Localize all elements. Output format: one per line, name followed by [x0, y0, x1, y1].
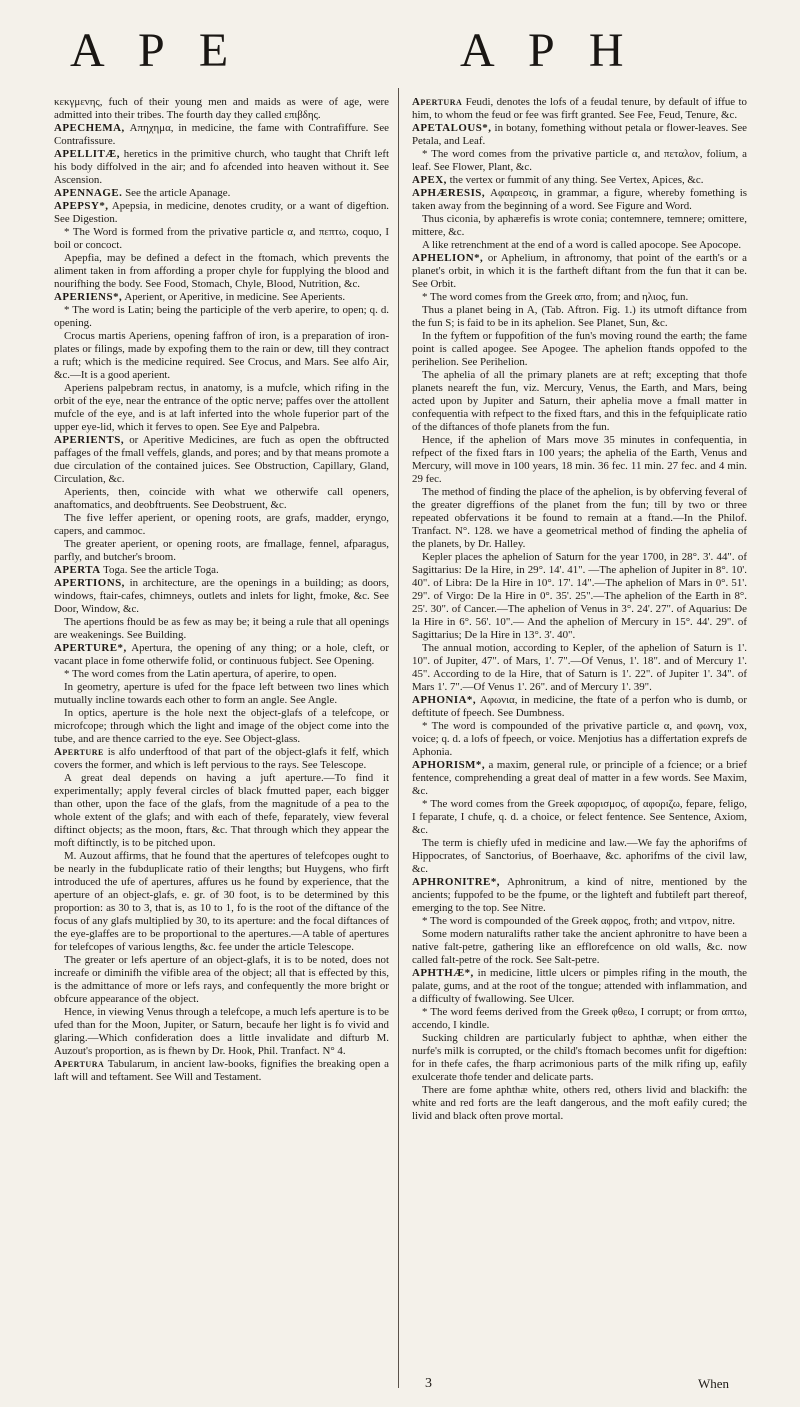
headword: APENNAGE.: [54, 187, 123, 199]
entry-text: The five leffer aperient, or opening roots, are grafs, madder, eryngo, capers, and cammoc.: [54, 512, 389, 537]
entry-text: Crocus martis Aperiens, opening faffron of iron, is a preparation of iron-plates or filings, made by expofing them to the rain or dew, till they contract a ruft; which is the medicine required. See Crocus, and Mars. See alfo Air, &c.—It is a good aperient.: [54, 330, 389, 381]
left-column: [54, 96, 389, 1386]
entry-paragraph: [54, 577, 389, 616]
entry-text: Απηχημα, in medicine, the fame with Contrafiffure. See Contrafissure.: [54, 122, 389, 147]
entry-paragraph: [54, 382, 389, 434]
entry-paragraph: [412, 642, 747, 694]
entry-paragraph: [54, 148, 389, 187]
entry-text: Αφωνια, in medicine, the ftate of a perfon who is dumb, or deftitute of fpeech. See Dumbness.: [412, 694, 747, 719]
entry-text: in medicine, little ulcers or pimples rifing in the mouth, the palate, gums, and at the root of the tongue; attended with inflammation, and a difficulty of fwallowing. See Ulcer.: [412, 967, 747, 1005]
headword: APEPSY*,: [54, 200, 109, 212]
headword: APERTIONS,: [54, 577, 125, 589]
entry-paragraph: [54, 850, 389, 954]
entry-paragraph: [54, 707, 389, 746]
headword: Apertura: [54, 1058, 105, 1070]
entry-text: The greater or lefs aperture of an object-glafs, it is to be noted, does not increafe or diminifh the vifible area of the object; all that is effected by this, is the admittance of more or lefs rays, and confequently the more bright or obfcure appearance of the object.: [54, 954, 389, 1005]
entry-text: heretics in the primitive church, who taught that Chrift left his body diffolved in the air; and fo afcended into heaven without it. See Ascension.: [54, 148, 389, 186]
entry-text: a maxim, general rule, or principle of a fcience; or a brief fentence, comprehending a great deal of matter in a few words. See Maxim, &c.: [412, 759, 747, 797]
entry-paragraph: [54, 616, 389, 642]
entry-text: The greater aperient, or opening roots, are fmallage, fennel, afparagus, parfly, and butcher's broom.: [54, 538, 389, 563]
entry-paragraph: [54, 642, 389, 668]
entry-paragraph: [412, 720, 747, 759]
entry-paragraph: [412, 967, 747, 1006]
entry-text: Apepfia, may be defined a defect in the ftomach, which prevents the aliment taken in from affording a proper chyle for fupplying the blood and nourifhing the body. See Food, Stomach, Chyle, Blood, Nutrition, &c.: [54, 252, 389, 290]
entry-paragraph: [54, 746, 389, 772]
headword: APELLITÆ,: [54, 148, 120, 160]
entry-text: * The word comes from the privative particle α, and πεταλον, folium, a leaf. See Flower, Plant, &c.: [412, 148, 747, 173]
entry-text: * The word is compounded of the Greek αφρος, froth; and νιτρον, nitre.: [422, 915, 735, 927]
entry-text: In optics, aperture is the hole next the object-glafs of a telefcope, or microfcope; through which the light and image of the object come into the tube, and are thence carried to the eye. See Object-glass.: [54, 707, 389, 745]
entry-paragraph: [54, 681, 389, 707]
entry-text: Feudi, denotes the lofs of a feudal tenure, by default of iffue to him, to whom the feud or fee was firft granted. See Fee, Feud, Tenure, &c.: [412, 96, 747, 121]
entry-text: Kepler places the aphelion of Saturn for the year 1700, in 28°. 3'. 44". of Sagittarius: De la Hire, in 29°. 14'. 41". —The aphelion of Jupiter in 8°. 10'. 40". of Libra: De la Hire in 10°. 17'. 14".—The aphelion of Mars in 0°. 51'. 29". of Virgo: De la Hire in 0°. 35'. 25".—The aphelion of the Earth in 8°. 25'. 30". of Cancer.—The aphelion of Venus in 3°. 24'. 27". of Aquarius: De la Hire in 6°. 56'. 10".— And the aphelion of Mercury in 15°. 44'. 29". of Sagittarius; De la Hire in 13°. 3'. 40".: [412, 551, 747, 641]
entry-text: The aphelia of all the primary planets are at reft; excepting that thofe planets neareft the fun, viz. Mercury, Venus, the Earth, and Mars, being acted upon by Jupiter and Saturn, their aphelia move a fmall matter in confequentia with refpect to the fixed ftars, and this in the fefquiplicate ratio of the diftances of thofe planets from the fun.: [412, 369, 747, 433]
entry-text: Hence, in viewing Venus through a telefcope, a much lefs aperture is to be ufed than for the Moon, Jupiter, or Saturn, becaufe her light is fo vivid and glaring.—Which confideration does a little invalidate and difturb M. Auzout's proportion, as is fhewn by Dr. Hook, Phil. Tranfact. N° 4.: [54, 1006, 389, 1057]
entry-paragraph: [412, 551, 747, 642]
entry-text: Toga. See the article Toga.: [100, 564, 219, 576]
entry-paragraph: [54, 291, 389, 304]
entry-text: See the article Apanage.: [122, 187, 231, 199]
entry-paragraph: [54, 512, 389, 538]
headword: APEX,: [412, 174, 447, 186]
entry-paragraph: [412, 928, 747, 967]
column-divider: [398, 88, 399, 1388]
entry-text: * The word comes from the Greek αφορισμος, of αφοριζω, fepare, feligo, I feparate, I chufe, q. d. a choice, or felect fentence. See Sentence, Axiom, &c.: [412, 798, 747, 836]
entry-paragraph: [412, 252, 747, 291]
entry-paragraph: [412, 694, 747, 720]
entry-paragraph: [54, 1006, 389, 1058]
headword: APERIENS*,: [54, 291, 123, 303]
entry-paragraph: [54, 772, 389, 850]
entry-paragraph: [412, 1084, 747, 1123]
entry-paragraph: [54, 187, 389, 200]
entry-paragraph: [54, 486, 389, 512]
entry-paragraph: [412, 239, 747, 252]
entry-paragraph: [412, 759, 747, 798]
entry-text: * The word comes from the Latin apertura, of aperire, to open.: [64, 668, 337, 680]
headword: APERIENTS,: [54, 434, 125, 446]
entry-paragraph: [54, 226, 389, 252]
entry-text: A like retrenchment at the end of a word is called apocope. See Apocope.: [422, 239, 742, 251]
entry-text: * The word feems derived from the Greek φθεω, I corrupt; or from απτω, accendo, I kindle.: [412, 1006, 747, 1031]
entry-text: Aphronitrum, a kind of nitre, mentioned by the ancients; fuppofed to be the fpume, or the lighteft and fubtileft part thereof, emerging to the top. See Nitre.: [412, 876, 747, 914]
entry-paragraph: [54, 200, 389, 226]
headword: Apertura: [412, 96, 463, 108]
entry-paragraph: [412, 369, 747, 434]
headword: APETALOUS*,: [412, 122, 492, 134]
entry-text: In geometry, aperture is ufed for the fpace left between two lines which mutually incline towards each other to form an angle. See Angle.: [54, 681, 389, 706]
entry-paragraph: [54, 122, 389, 148]
headword: APHTHÆ*,: [412, 967, 474, 979]
entry-paragraph: [54, 538, 389, 564]
entry-text: * The word is Latin; being the participle of the verb aperire, to open; q. d. opening.: [54, 304, 389, 329]
entry-text: Thus a planet being in A, (Tab. Aftron. Fig. 1.) its utmoft diftance from the fun S; is faid to be in its aphelion. See Planet, Sun, &c.: [412, 304, 747, 329]
entry-text: Apepsia, in medicine, denotes crudity, or a want of digeftion. See Digestion.: [54, 200, 389, 225]
headword: APHRONITRE*,: [412, 876, 500, 888]
entry-text: or Aphelium, in aftronomy, that point of the earth's or a planet's orbit, in which it is the fartheft diftant from the fun that it can be. See Orbit.: [412, 252, 747, 290]
entry-text: * The word comes from the Greek απο, from; and ηλιος, fun.: [422, 291, 689, 303]
entry-text: * The Word is formed from the privative particle α, and πεπτω, coquo, I boil or concoct.: [54, 226, 389, 251]
entry-text: is alfo underftood of that part of the object-glafs it felf, which covers the former, and which is left pervious to the rays. See Telescope.: [54, 746, 389, 771]
entry-paragraph: [54, 954, 389, 1006]
entry-text: the vertex or fummit of any thing. See Vertex, Apices, &c.: [446, 174, 704, 186]
entry-paragraph: [54, 304, 389, 330]
headword: APHÆRESIS,: [412, 187, 486, 199]
entry-paragraph: [412, 434, 747, 486]
entry-paragraph: [54, 564, 389, 577]
entry-paragraph: [412, 291, 747, 304]
entry-text: The annual motion, according to Kepler, of the aphelion of Saturn is 1'. 10". of Jupiter, 47". of Mars, 1'. 7".—Of Venus, 1'. 18". and of Mercury 1'. 45". According to de la Hire, that of Saturn is 1'. 22". of Jupiter 1'. 34". of Mars 1'. 7".—Of Venus 1'. 26". and of Mercury 1'. 39".: [412, 642, 747, 693]
entry-paragraph: [54, 1058, 389, 1084]
entry-text: in botany, fomething without petala or flower-leaves. See Petala, and Leaf.: [412, 122, 747, 147]
entry-paragraph: [412, 96, 747, 122]
headword: APHORISM*,: [412, 759, 486, 771]
headword: Aperture: [54, 746, 104, 758]
entry-text: in architecture, are the openings in a building; as doors, windows, ftair-cafes, chimneys, outlets and inlets for light, fmoke, &c. See Door, Window, &c.: [54, 577, 389, 615]
entry-text: Aperiens palpebram rectus, in anatomy, is a mufcle, which rifing in the orbit of the eye, near the entrance of the optic nerve; paffes over the attollent mufcle of the eye, and is at laft inferted into the whole fuperior part of the upper eye-lid, which it ferves to open. See Eye and Palpebra.: [54, 382, 389, 433]
entry-paragraph: [412, 1032, 747, 1084]
entry-paragraph: [412, 304, 747, 330]
entry-paragraph: [54, 96, 389, 122]
entry-text: Sucking children are particularly fubject to aphthæ, when either the nurfe's milk is corrupted, or the child's ftomach becomes unfit for digeftion: for in thefe cafes, the fharp acrimonious parts of the milk rifing up, eafily exulcerate thofe tender and delicate parts.: [412, 1032, 747, 1083]
headword: APERTA: [54, 564, 101, 576]
entry-text: κεκγμενης, fuch of their young men and maids as were of age, were admitted into their tribes. The fourth day they called επιβδης.: [54, 96, 389, 121]
running-head: [0, 6, 800, 96]
right-column: [412, 96, 747, 1386]
entry-paragraph: [412, 798, 747, 837]
entry-paragraph: [412, 187, 747, 213]
entry-paragraph: [54, 434, 389, 486]
entry-text: In the fyftem or fuppofition of the fun's moving round the earth; the fame point is called apogee. See Apogee. The aphelion ftands oppofed to the perihelion. See Perihelion.: [412, 330, 747, 368]
headword: APHELION*,: [412, 252, 484, 264]
entry-text: Aperients, then, coincide with what we otherwife call openers, anaftomatics, and deobftruents. See Deobstruent, &c.: [54, 486, 389, 511]
entry-text: Aperient, or Aperitive, in medicine. See Aperients.: [122, 291, 346, 303]
entry-paragraph: [412, 486, 747, 551]
entry-text: Αφαιρεσις, in grammar, a figure, whereby fomething is taken away from the beginning of a word. See Figure and Word.: [412, 187, 747, 212]
entry-text: Hence, if the aphelion of Mars move 35 minutes in confequentia, in refpect of the fixed ftars in 100 years; the aphelia of the Earth, Venus and Mercury, will move in 100 years, 18 min. 36 fec. 11 min. 27 fec. and 4 min. 29 fec.: [412, 434, 747, 485]
entry-text: Apertura, the opening of any thing; or a hole, cleft, or vacant place in fome otherwife folid, or continuous fubject. See Opening.: [54, 642, 389, 667]
entry-paragraph: [412, 837, 747, 876]
entry-text: The term is chiefly ufed in medicine and law.—We fay the aphorifms of Hippocrates, of Sanctorius, of Boerhaave, &c. aphorifms of the civil law, &c.: [412, 837, 747, 875]
entry-text: Tabularum, in ancient law-books, fignifies the breaking open a laft will and teftament. See Will and Testament.: [54, 1058, 389, 1083]
entry-text: * The word is compounded of the privative particle α, and φωνη, vox, voice; q. d. a lofs of fpeech, or voice. Menjotius has a differtation exprefs de Aphonia.: [412, 720, 747, 758]
entry-text: The apertions fhould be as few as may be; it being a rule that all openings are weakenings. See Building.: [54, 616, 389, 641]
running-head-left: A P E: [70, 24, 241, 77]
entry-paragraph: [412, 148, 747, 174]
headword: APHONIA*,: [412, 694, 477, 706]
entry-text: M. Auzout affirms, that he found that the apertures of telefcopes ought to be nearly in the fubduplicate ratio of their lengths; but Huygens, who firft introduced the ufe of apertures, affures us he found by experience, that the aperture of an object-glafs, e. gr. of 30 foot, is to be determined by this proportion: as 30 to 3, that is, as 10 to 1, fo is the root of the diftance of the focus of any glafs multiplied by 30, to its aperture: and the focal diftances of the eye-glaffes are to be proportional to the apertures.—A table of apertures for telefcopes of various lengths, &c. fee under the article Telescope.: [54, 850, 389, 953]
entry-paragraph: [412, 876, 747, 915]
catchword: When: [698, 1376, 730, 1391]
entry-text: There are fome aphthæ white, others red, others livid and blackifh: the white and red forts are the leaft dangerous, and the moft eafily cured; the livid and black often prove mortal.: [412, 1084, 747, 1122]
entry-text: Some modern naturalifts rather take the ancient aphronitre to have been a native falt-petre, gathering like an efflorefcence on old walls, &c. now called falt-petre of the rock. See Salt-petre.: [412, 928, 747, 966]
entry-text: The method of finding the place of the aphelion, is by obferving feveral of the greater digreffions of the planet from the fun; till by two or three repeated obfervations it be found to remain at a ftand.—In the Philof. Tranfact. N°. 128. we have a geometrical method of finding the aphelia of the planets, by Dr. Halley.: [412, 486, 747, 550]
entry-paragraph: [412, 330, 747, 369]
headword: APECHEMA,: [54, 122, 125, 134]
entry-text: Thus ciconia, by aphærefis is wrote conia; contemnere, temnere; omittere, mittere, &c.: [412, 213, 747, 238]
entry-paragraph: [412, 915, 747, 928]
entry-paragraph: [412, 174, 747, 187]
entry-paragraph: [54, 252, 389, 291]
entry-text: or Aperitive Medicines, are fuch as open the obftructed paffages of the fmall veffels, glands, and pores; and by that means promote a due circulation of the contained juices. See Obstruction, Capillary, Gland, Circulation, &c.: [54, 434, 389, 485]
headword: APERTURE*,: [54, 642, 127, 654]
entry-paragraph: [412, 122, 747, 148]
entry-text: A great deal depends on having a juft aperture.—To find it experimentally; apply feveral circles of black fmutted paper, each bigger than other, upon the face of the glafs, from the magnitude of a pea to the whole extent of the glafs; and with each of thefe, feparately, view feveral diftinct objects; as the moon, ftars, &c. That through which they appear the moft diftinctly, is to be pitched upon.: [54, 772, 389, 849]
entry-paragraph: [54, 330, 389, 382]
page-number: 3: [425, 1376, 432, 1391]
entry-paragraph: [54, 668, 389, 681]
entry-paragraph: [412, 1006, 747, 1032]
entry-paragraph: [412, 213, 747, 239]
running-head-right: A P H: [460, 24, 636, 77]
